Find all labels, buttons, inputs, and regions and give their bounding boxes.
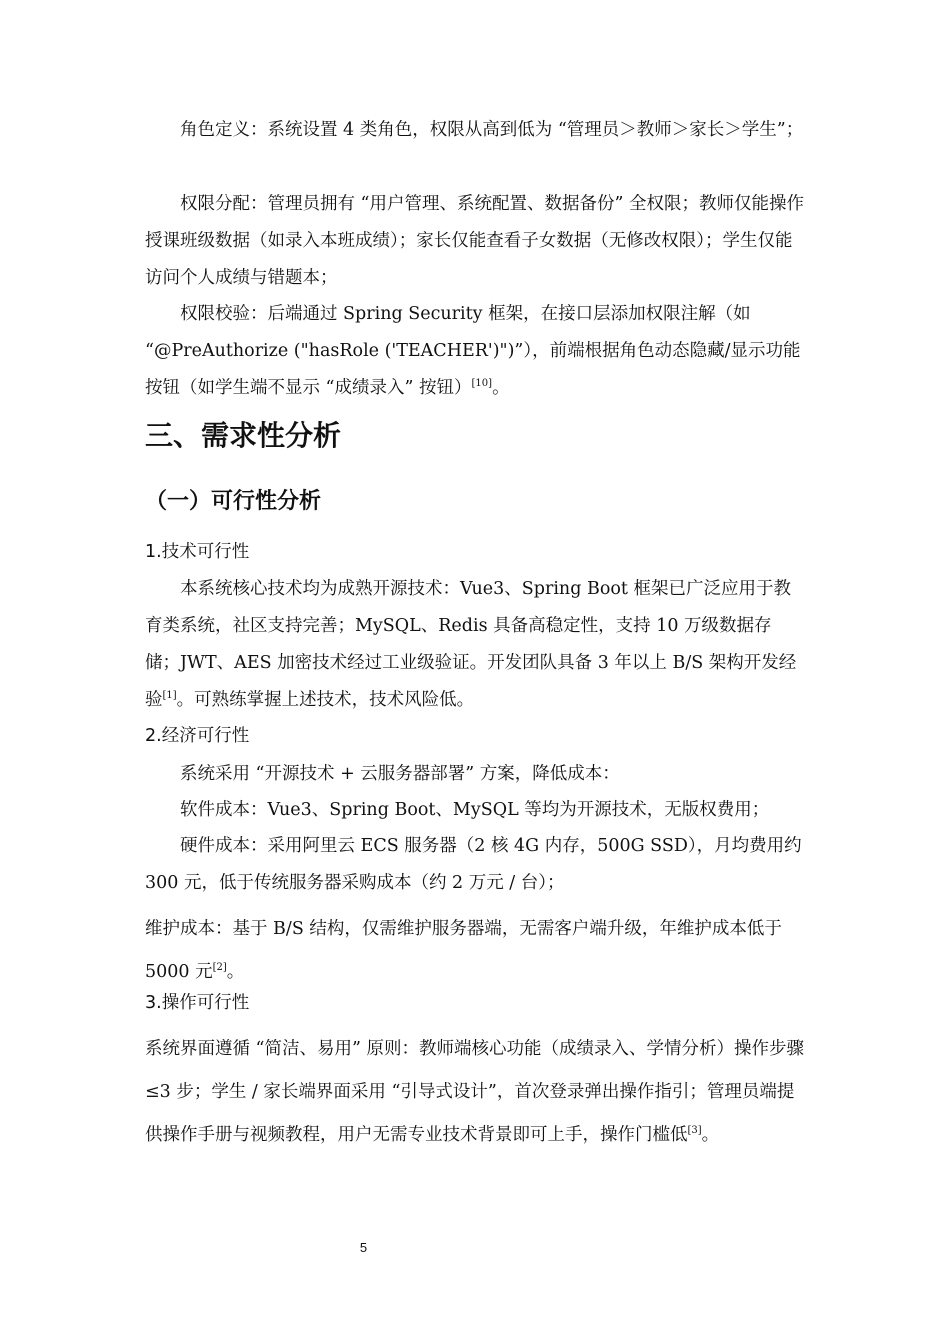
paragraph-text: 。: [226, 962, 245, 982]
tech-feasibility-paragraph: [145, 571, 805, 719]
paragraph-role-definition: [145, 112, 805, 149]
paragraph-text: 角色定义：系统设置 4 类角色，权限从高到低为 “管理员＞教师＞家长＞学生”；: [180, 120, 804, 140]
paragraph-text: 。: [701, 1125, 720, 1145]
paragraph-text: 权限校验：后端通过 Spring Security 框架，在接口层添加权限注解（如 “@PreAuthorize ("hasRole ('TEACHER')")”），前端根据角色动态隐藏/显示功能按钮（如学生端不显示 “成绩录入” 按钮）: [145, 304, 801, 398]
citation-ref: [3]: [687, 1125, 702, 1136]
op-feasibility-heading: 3.操作可行性: [145, 993, 250, 1013]
econ-intro-paragraph: [145, 756, 805, 793]
citation-ref: [1]: [162, 690, 177, 701]
citation-ref: [10]: [471, 378, 493, 389]
paragraph-permission-check: [145, 296, 805, 407]
section-heading: 三、需求性分析: [145, 419, 342, 452]
maintenance-cost-paragraph: [145, 908, 805, 994]
tech-feasibility-heading: 1.技术可行性: [145, 542, 250, 562]
paragraph-text: 。可熟练掌握上述技术，技术风险低。: [176, 690, 475, 710]
paragraph-text: 本系统核心技术均为成熟开源技术：Vue3、Spring Boot 框架已广泛应用于教育类系统，社区支持完善；MySQL、Redis 具备高稳定性，支持 10 万级数据存储；JWT、AES 加密技术经过工业级验证。开发团队具备 3 年以上 B/S 架构开发经验: [145, 579, 797, 710]
op-feasibility-paragraph: [145, 1028, 805, 1157]
paragraph-text: 硬件成本：采用阿里云 ECS 服务器（2 核 4G 内存，500G SSD），月均费用约 300 元，低于传统服务器采购成本（约 2 万元 / 台）；: [145, 836, 802, 893]
subsection-heading: （一）可行性分析: [145, 489, 322, 514]
paragraph-text: 。: [492, 378, 510, 398]
page-number: 5: [359, 1240, 368, 1255]
paragraph-text: 系统界面遵循 “简洁、易用” 原则：教师端核心功能（成绩录入、学情分析）操作步骤≤3 步；学生 / 家长端界面采用 “引导式设计”，首次登录弹出操作指引；管理员端提供操作手册与视频教程，用户无需专业技术背景即可上手，操作门槛低: [145, 1039, 805, 1145]
hardware-cost-paragraph: [145, 828, 805, 902]
paragraph-permission-assignment: [145, 186, 805, 297]
paragraph-text: 权限分配：管理员拥有 “用户管理、系统配置、数据备份” 全权限；教师仅能操作授课班级数据（如录入本班成绩）；家长仅能查看子女数据（无修改权限）；学生仅能访问个人成绩与错题本；: [145, 194, 805, 288]
paragraph-text: 系统采用 “开源技术 + 云服务器部署” 方案，降低成本：: [180, 764, 620, 784]
citation-ref: [2]: [212, 962, 227, 973]
paragraph-text: 维护成本：基于 B/S 结构，仅需维护服务器端，无需客户端升级，年维护成本低于 5000 元: [145, 919, 782, 982]
econ-feasibility-heading: 2.经济可行性: [145, 726, 250, 746]
paragraph-text: 软件成本：Vue3、Spring Boot、MySQL 等均为开源技术，无版权费用；: [180, 800, 770, 820]
software-cost-paragraph: [145, 792, 805, 829]
